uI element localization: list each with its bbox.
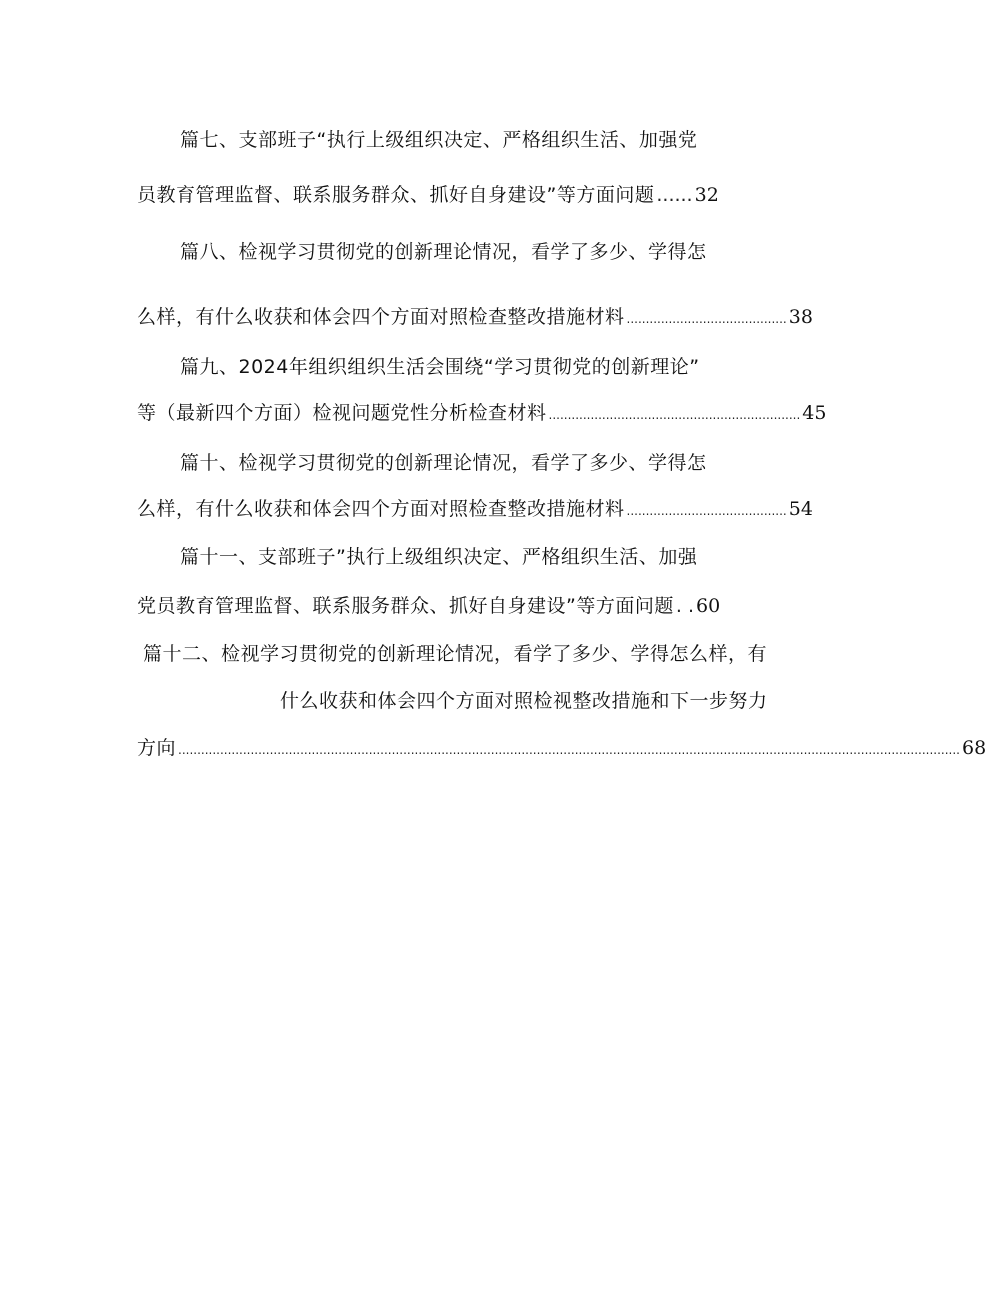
toc-entry-9-page-number: 45 [802,402,827,424]
toc-entry-7-text: 员教育管理监督、联系服务群众、抓好自身建设”等方面问题 [137,184,655,206]
toc-leader-dots: ...... [656,184,693,206]
toc-entry-10-line-2[interactable] [137,497,813,521]
toc-leader-dots: .......................................... [626,504,787,518]
toc-entry-8-line-2[interactable] [137,305,813,329]
toc-entry-7-page-number: 32 [694,184,719,206]
toc-entry-8-line-1[interactable]: 篇八、检视学习贯彻党的创新理论情况，看学了多少、学得怎 [180,241,707,263]
toc-entry-12-text: 方向 [137,737,177,759]
toc-entry-12-line-1[interactable]: 篇十二、检视学习贯彻党的创新理论情况，看学了多少、学得怎么样，有 [143,643,768,665]
toc-entry-10-page-number: 54 [788,498,813,520]
toc-entry-11-line-1[interactable]: 篇十一、支部班子”执行上级组织决定、严格组织生活、加强 [180,546,698,568]
toc-entry-9-text: 等（最新四个方面）检视问题党性分析检查材料 [137,402,547,424]
toc-entry-7-line-1[interactable]: 篇七、支部班子“执行上级组织决定、严格组织生活、加强党 [180,129,698,151]
toc-entry-10-line-1[interactable]: 篇十、检视学习贯彻党的创新理论情况，看学了多少、学得怎 [180,452,707,474]
toc-entry-8-page-number: 38 [788,306,813,328]
toc-entry-11-text: 党员教育管理监督、联系服务群众、抓好自身建设”等方面问题 [137,595,674,617]
toc-leader-dots: . . [675,595,694,617]
toc-entry-8-text: 么样，有什么收获和体会四个方面对照检查整改措施材料 [137,306,625,328]
toc-leader-dots: .................................................................. [548,408,801,422]
toc-leader-dots: ............................................................................................................................................................................................................. [178,743,960,757]
toc-entry-9-line-1[interactable]: 篇九、2024年组织组织生活会围绕“学习贯彻党的创新理论” [180,356,700,378]
toc-entry-12-line-3[interactable] [137,736,986,760]
toc-entry-12-page-number: 68 [961,737,986,759]
toc-entry-9-line-2[interactable] [137,401,827,425]
toc-entry-7-line-2[interactable] [137,183,737,207]
toc-entry-10-text: 么样，有什么收获和体会四个方面对照检查整改措施材料 [137,498,625,520]
toc-entry-12-line-2[interactable]: 什么收获和体会四个方面对照检视整改措施和下一步努力 [280,690,768,712]
toc-entry-11-page-number: 60 [695,595,721,617]
toc-leader-dots: .......................................... [626,312,787,326]
toc-entry-11-line-2[interactable] [137,594,747,618]
